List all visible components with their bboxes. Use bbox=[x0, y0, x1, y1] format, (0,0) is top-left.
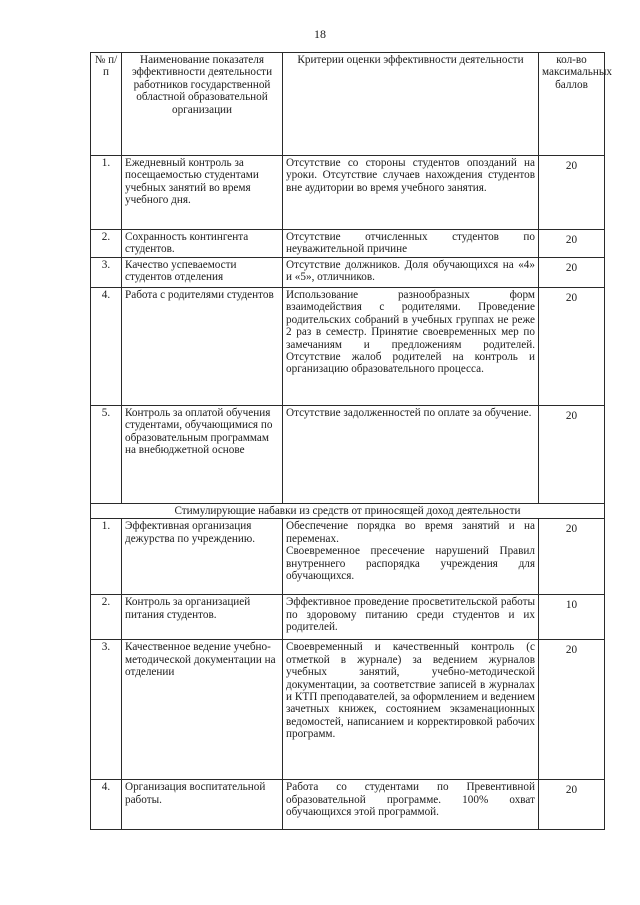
table-row bbox=[91, 258, 605, 288]
page-number: 18 bbox=[314, 27, 326, 41]
row-criteria-paragraph: Обеспечение порядка во время занятий и на переменах. bbox=[286, 520, 535, 545]
table-row bbox=[91, 230, 605, 258]
row-criteria: Использование разнообразных форм взаимодействия с родителями. Проведение родительских собраний в учебных группах не реже 2 раз в семестр. Принятие своевременных мер по замечаниям и предложениям родителей. Отсутствие жалоб родителей на контроль и организацию образовательного процесса. bbox=[283, 288, 539, 406]
header-num: № п/п bbox=[91, 53, 122, 156]
section-title: Стимулирующие набавки из средств от приносящей доход деятельности bbox=[91, 504, 605, 519]
section-title-row bbox=[91, 504, 605, 519]
row-score: 20 bbox=[539, 640, 605, 780]
row-name: Ежедневный контроль за посещаемостью студентами учебных занятий во время учебного дня. bbox=[122, 156, 283, 230]
row-criteria-paragraph: Своевременное пресечение нарушений Правил внутреннего распорядка учреждения для обучающихся. bbox=[286, 545, 535, 583]
row-num: 2. bbox=[91, 230, 122, 258]
table-row bbox=[91, 640, 605, 780]
row-name: Качественное ведение учебно-методической документации на отделении bbox=[122, 640, 283, 780]
row-criteria: Своевременный и качественный контроль (с отметкой в журнале) за ведением журналов учебных занятий, учебно-методической документации, за соответствие записей в журналах и КТП преподавателей, за оформлением и ведением зачетных книжек, состоянием экзаменационных ведомостей, написанием и корректировкой рабочих программ. bbox=[283, 640, 539, 780]
row-score: 20 bbox=[539, 230, 605, 258]
header-criteria: Критерии оценки эффективности деятельности bbox=[283, 53, 539, 156]
header-name: Наименование показателя эффективности деятельности работников государственной областной образовательной организации bbox=[122, 53, 283, 156]
row-num: 2. bbox=[91, 595, 122, 640]
row-name: Сохранность контингента студентов. bbox=[122, 230, 283, 258]
row-criteria: Отсутствие отчисленных студентов по неуважительной причине bbox=[283, 230, 539, 258]
row-num: 3. bbox=[91, 258, 122, 288]
row-criteria: Отсутствие задолженностей по оплате за обучение. bbox=[283, 406, 539, 504]
row-num: 4. bbox=[91, 780, 122, 830]
row-name: Работа с родителями студентов bbox=[122, 288, 283, 406]
row-num: 5. bbox=[91, 406, 122, 504]
header-score: кол-во максимальных баллов bbox=[539, 53, 605, 156]
table-row bbox=[91, 156, 605, 230]
table-row bbox=[91, 519, 605, 595]
row-name: Эффективная организация дежурства по учреждению. bbox=[122, 519, 283, 595]
table-row bbox=[91, 288, 605, 406]
row-criteria: Работа со студентами по Превентивной образовательной программе. 100% охват обучающихся этой программой. bbox=[283, 780, 539, 830]
row-criteria: Отсутствие со стороны студентов опозданий на уроки. Отсутствие случаев нахождения студентов вне аудитории во время учебного занятия. bbox=[283, 156, 539, 230]
row-score: 20 bbox=[539, 156, 605, 230]
row-score: 20 bbox=[539, 258, 605, 288]
row-score: 10 bbox=[539, 595, 605, 640]
row-criteria bbox=[283, 519, 539, 595]
row-num: 3. bbox=[91, 640, 122, 780]
row-score: 20 bbox=[539, 780, 605, 830]
row-criteria: Эффективное проведение просветительской работы по здоровому питанию среди студентов и их родителей. bbox=[283, 595, 539, 640]
row-num: 1. bbox=[91, 519, 122, 595]
row-score: 20 bbox=[539, 519, 605, 595]
row-name: Качество успеваемости студентов отделения bbox=[122, 258, 283, 288]
row-name: Контроль за организацией питания студентов. bbox=[122, 595, 283, 640]
row-score: 20 bbox=[539, 406, 605, 504]
row-name: Контроль за оплатой обучения студентами, обучающимися по образовательным программам на внебюджетной основе bbox=[122, 406, 283, 504]
row-num: 4. bbox=[91, 288, 122, 406]
table-header-row bbox=[91, 53, 605, 156]
row-num: 1. bbox=[91, 156, 122, 230]
table-row bbox=[91, 406, 605, 504]
row-criteria: Отсутствие должников. Доля обучающихся на «4» и «5», отличников. bbox=[283, 258, 539, 288]
table-row bbox=[91, 595, 605, 640]
table-row bbox=[91, 780, 605, 830]
criteria-table bbox=[90, 52, 612, 830]
row-name: Организация воспитательной работы. bbox=[122, 780, 283, 830]
row-score: 20 bbox=[539, 288, 605, 406]
